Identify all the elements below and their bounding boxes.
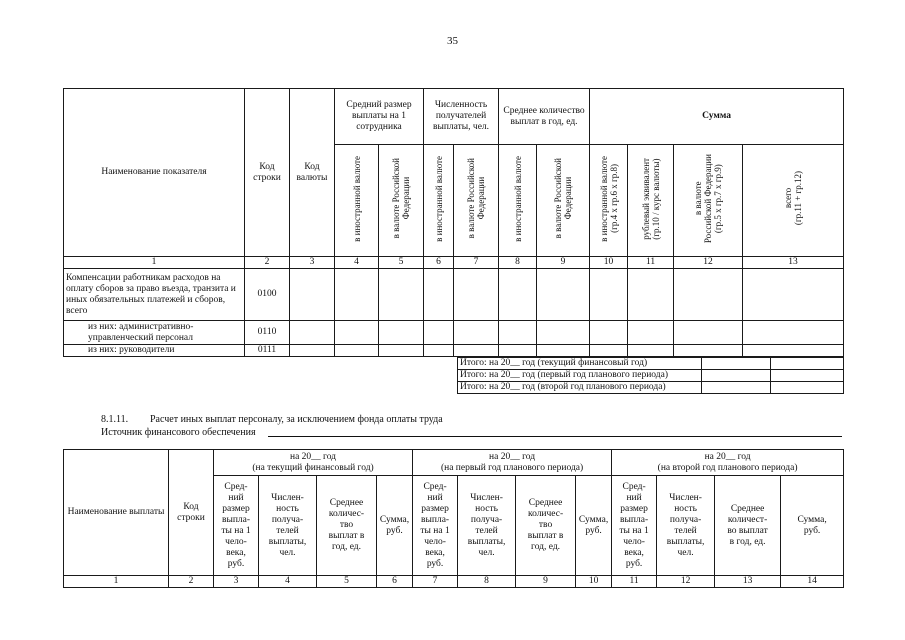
cell[interactable] xyxy=(771,382,844,394)
col-number: 11 xyxy=(612,576,657,588)
col-number: 13 xyxy=(715,576,781,588)
header-sum-total: всего (гр.11 + гр.12) xyxy=(743,145,844,257)
col-number: 1 xyxy=(64,576,169,588)
cell[interactable] xyxy=(771,358,844,370)
cell[interactable] xyxy=(702,370,771,382)
cell[interactable] xyxy=(335,269,379,321)
header-indicator-name: Наименование показателя xyxy=(64,89,245,257)
cell[interactable] xyxy=(290,345,335,357)
col-number: 14 xyxy=(781,576,844,588)
header-avg-foreign: в иностранной валюте xyxy=(335,145,379,257)
header-sum: Сумма xyxy=(590,89,844,145)
row-code: 0110 xyxy=(245,321,290,345)
col-number: 4 xyxy=(335,257,379,269)
cell[interactable] xyxy=(454,345,499,357)
cell[interactable] xyxy=(379,269,424,321)
cell[interactable] xyxy=(702,358,771,370)
cell[interactable] xyxy=(499,269,537,321)
col-number: 6 xyxy=(377,576,413,588)
header-line-code: Код строки xyxy=(245,89,290,257)
header-line-code: Код строки xyxy=(169,450,214,576)
cell[interactable] xyxy=(590,321,628,345)
cell[interactable] xyxy=(674,321,743,345)
header-recipients-count: Численность получателей выплаты, чел. xyxy=(424,89,499,145)
cell[interactable] xyxy=(537,269,590,321)
cell[interactable] xyxy=(537,345,590,357)
cell[interactable] xyxy=(454,321,499,345)
col-number: 7 xyxy=(454,257,499,269)
header-recipients: Числен- ность получа- телей выплаты, чел. xyxy=(458,476,516,576)
col-number: 3 xyxy=(290,257,335,269)
col-number: 13 xyxy=(743,257,844,269)
header-sum-rf: в валюте Российской Федерации (гр.5 х гр.7 х гр.9) xyxy=(674,145,743,257)
header-sum-ruble-equivalent: рублевый эквивалент (гр.10 / курс валюты) xyxy=(628,145,674,257)
cell[interactable] xyxy=(743,321,844,345)
header-average-payment: Средний размер выплаты на 1 сотрудника xyxy=(335,89,424,145)
col-number: 12 xyxy=(657,576,715,588)
cell[interactable] xyxy=(424,269,454,321)
header-first-plan-year: на 20__ год (на первый год планового периода) xyxy=(413,450,612,476)
cell[interactable] xyxy=(590,269,628,321)
cell[interactable] xyxy=(499,345,537,357)
col-number: 4 xyxy=(259,576,317,588)
total-first-plan-year: Итого: на 20__ год (первый год планового периода) xyxy=(458,370,702,382)
header-current-year: на 20__ год (на текущий финансовый год) xyxy=(214,450,413,476)
row-name: из них: руководители xyxy=(64,345,245,357)
header-sum-foreign: в иностранной валюте (гр.4 х гр.6 х гр.8) xyxy=(590,145,628,257)
cell[interactable] xyxy=(743,345,844,357)
table-row xyxy=(64,321,844,345)
cell[interactable] xyxy=(702,382,771,394)
row-code: 0111 xyxy=(245,345,290,357)
compensation-table xyxy=(63,88,844,357)
col-number: 9 xyxy=(537,257,590,269)
cell[interactable] xyxy=(499,321,537,345)
row-name: Компенсации работникам расходов на оплату сборов за право въезда, транзита и иных обязательных платежей и сборов, всего xyxy=(64,269,245,321)
other-payments-table xyxy=(63,449,844,588)
header-avg-quantity: Среднее количес- тво выплат в год, ед. xyxy=(516,476,576,576)
header-avg-payment: Сред- ний размер выпла- ты на 1 чело- века, руб. xyxy=(612,476,657,576)
cell[interactable] xyxy=(335,345,379,357)
header-currency-code: Код валюты xyxy=(290,89,335,257)
col-number: 1 xyxy=(64,257,245,269)
col-number: 3 xyxy=(214,576,259,588)
col-number: 6 xyxy=(424,257,454,269)
header-avg-payment: Сред- ний размер выпла- ты на 1 чело- века, руб. xyxy=(413,476,458,576)
header-recipients: Числен- ность получа- телей выплаты, чел. xyxy=(259,476,317,576)
cell[interactable] xyxy=(290,269,335,321)
total-second-plan-year: Итого: на 20__ год (второй год планового периода) xyxy=(458,382,702,394)
col-number: 11 xyxy=(628,257,674,269)
header-average-quantity: Среднее количество выплат в год, ед. xyxy=(499,89,590,145)
cell[interactable] xyxy=(537,321,590,345)
cell[interactable] xyxy=(590,345,628,357)
section-title: Расчет иных выплат персоналу, за исключением фонда оплаты труда xyxy=(150,414,443,425)
col-number: 8 xyxy=(499,257,537,269)
header-count-foreign: в иностранной валюте xyxy=(424,145,454,257)
cell[interactable] xyxy=(628,345,674,357)
col-number: 5 xyxy=(317,576,377,588)
funding-source-field[interactable] xyxy=(268,436,842,437)
row-name: из них: административно-управленческий персонал xyxy=(64,321,245,345)
cell[interactable] xyxy=(379,345,424,357)
cell[interactable] xyxy=(454,269,499,321)
header-sum: Сумма, руб. xyxy=(377,476,413,576)
cell[interactable] xyxy=(335,321,379,345)
col-number: 10 xyxy=(576,576,612,588)
funding-source-label: Источник финансового обеспечения xyxy=(101,427,256,438)
cell[interactable] xyxy=(424,321,454,345)
header-avg-rf: в валюте Российской Федерации xyxy=(379,145,424,257)
table-row xyxy=(64,345,844,357)
cell[interactable] xyxy=(743,269,844,321)
header-sum: Сумма, руб. xyxy=(576,476,612,576)
header-qty-rf: в валюте Российской Федерации xyxy=(537,145,590,257)
header-count-rf: в валюте Российской Федерации xyxy=(454,145,499,257)
header-qty-foreign: в иностранной валюте xyxy=(499,145,537,257)
cell[interactable] xyxy=(674,269,743,321)
col-number: 9 xyxy=(516,576,576,588)
cell[interactable] xyxy=(290,321,335,345)
col-number: 2 xyxy=(169,576,214,588)
page-number: 35 xyxy=(447,35,458,47)
totals-table xyxy=(457,357,844,394)
col-number: 8 xyxy=(458,576,516,588)
col-number: 12 xyxy=(674,257,743,269)
col-number: 5 xyxy=(379,257,424,269)
col-number: 2 xyxy=(245,257,290,269)
header-second-plan-year: на 20__ год (на второй год планового периода) xyxy=(612,450,844,476)
table-row xyxy=(64,269,844,321)
col-number: 10 xyxy=(590,257,628,269)
header-avg-quantity: Среднее количес- тво выплат в год, ед. xyxy=(317,476,377,576)
row-code: 0100 xyxy=(245,269,290,321)
cell[interactable] xyxy=(674,345,743,357)
col-number: 7 xyxy=(413,576,458,588)
cell[interactable] xyxy=(771,370,844,382)
cell[interactable] xyxy=(379,321,424,345)
section-number: 8.1.11. xyxy=(101,414,129,425)
header-payment-name: Наименование выплаты xyxy=(64,450,169,576)
header-recipients: Числен- ность получа- телей выплаты, чел. xyxy=(657,476,715,576)
cell[interactable] xyxy=(628,269,674,321)
cell[interactable] xyxy=(628,321,674,345)
cell[interactable] xyxy=(424,345,454,357)
header-sum: Сумма, руб. xyxy=(781,476,844,576)
header-avg-quantity: Среднее количест- во выплат в год, ед. xyxy=(715,476,781,576)
total-current-year: Итого: на 20__ год (текущий финансовый год) xyxy=(458,358,702,370)
header-avg-payment: Сред- ний размер выпла- ты на 1 чело- века, руб. xyxy=(214,476,259,576)
